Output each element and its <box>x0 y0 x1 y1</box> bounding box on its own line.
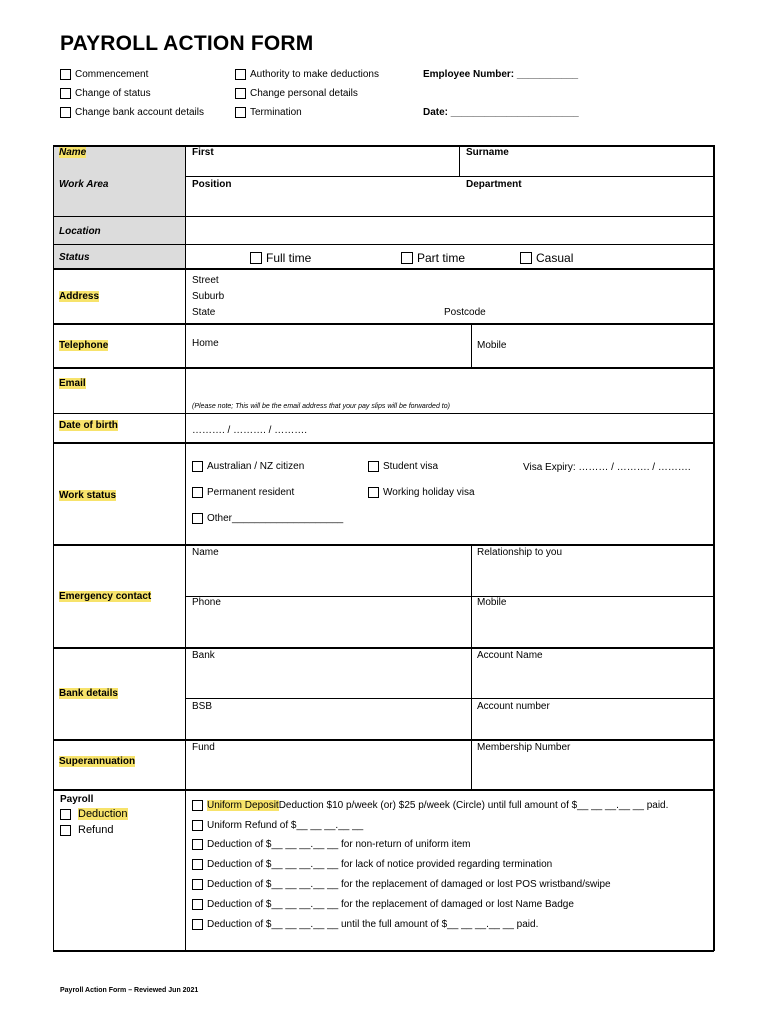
row-divider <box>53 268 714 270</box>
checkbox[interactable] <box>192 879 203 890</box>
position-field[interactable]: Position <box>192 179 232 190</box>
status-label: Status <box>59 252 90 263</box>
cell-divider <box>471 323 472 367</box>
work-area-label: Work Area <box>59 179 109 190</box>
location-field[interactable] <box>190 219 710 241</box>
line-text: Deduction of $__ __ __.__ __ for lack of notice provided regarding termination <box>207 859 553 870</box>
emergency-label <box>59 591 151 602</box>
checkbox[interactable] <box>235 88 246 99</box>
row-divider <box>53 323 714 325</box>
option-label: Working holiday visa <box>383 487 475 498</box>
option-label: Student visa <box>383 461 439 472</box>
checkbox[interactable] <box>60 88 71 99</box>
part-time-option[interactable] <box>401 251 465 265</box>
checkbox[interactable] <box>192 461 203 472</box>
checkbox[interactable] <box>60 107 71 118</box>
label-text: Name <box>59 147 87 158</box>
uniform-refund-line[interactable] <box>192 820 363 831</box>
commencement-option[interactable] <box>60 69 148 80</box>
cell-divider <box>471 739 472 789</box>
label-text: Date of birth <box>59 420 118 431</box>
option-label: Other____________________ <box>207 513 344 524</box>
termination-option[interactable] <box>235 107 302 118</box>
name-label <box>59 147 86 158</box>
highlight-text: Uniform Deposit <box>207 800 279 811</box>
employee-number-blank[interactable]: ___________ <box>516 69 579 80</box>
emergency-name-field[interactable]: Name <box>192 547 219 558</box>
line-text: Uniform Refund of $__ __ __.__ __ <box>207 820 364 831</box>
account-name-field[interactable]: Account Name <box>477 650 543 661</box>
visa-expiry-field[interactable]: Visa Expiry: ……… / ………. / ………. <box>523 462 691 473</box>
uniform-deposit-line[interactable] <box>192 800 668 811</box>
department-field[interactable]: Department <box>466 179 522 190</box>
authority-deductions-option[interactable] <box>235 69 379 80</box>
checkbox[interactable] <box>60 825 71 836</box>
option-label: Commencement <box>75 69 149 80</box>
email-note: (Please note; This will be the email address that your pay slips will be forwarded to) <box>192 403 450 410</box>
mobile-field[interactable]: Mobile <box>477 340 507 351</box>
option-label: Authority to make deductions <box>250 69 379 80</box>
line-text: Deduction of $__ __ __.__ __ until the full amount of $__ __ __.__ __ paid. <box>207 919 539 930</box>
email-field[interactable] <box>190 370 710 398</box>
bank-label <box>59 688 118 699</box>
employee-number-label: Employee Number: <box>423 69 515 80</box>
full-time-option[interactable] <box>250 251 311 265</box>
bank-field[interactable]: Bank <box>192 650 215 661</box>
checkbox[interactable] <box>235 107 246 118</box>
change-personal-option[interactable] <box>235 88 358 99</box>
row-divider <box>53 647 714 649</box>
checkbox[interactable] <box>192 899 203 910</box>
option-label: Change personal details <box>250 88 358 99</box>
label-text: Email <box>59 378 86 389</box>
option-label: Termination <box>250 107 302 118</box>
payroll-label: Payroll <box>60 794 94 805</box>
option-label: Deduction <box>78 808 128 820</box>
row-divider <box>53 442 714 444</box>
label-text: Telephone <box>59 340 109 351</box>
table-border <box>53 145 54 951</box>
line-text: Deduction of $__ __ __.__ __ for the replacement of damaged or lost Name Badge <box>207 899 574 910</box>
checkbox[interactable] <box>60 69 71 80</box>
bsb-field[interactable]: BSB <box>192 701 213 712</box>
date-blank[interactable]: _______________________ <box>450 107 579 118</box>
dob-label <box>59 420 118 431</box>
row-divider <box>53 367 714 369</box>
checkbox[interactable] <box>192 859 203 870</box>
working-holiday-option[interactable] <box>368 487 475 498</box>
surname-field[interactable]: Surname <box>466 147 509 158</box>
permanent-resident-option[interactable] <box>192 487 294 498</box>
row-divider <box>53 244 714 245</box>
relationship-field[interactable]: Relationship to you <box>477 547 563 558</box>
citizen-option[interactable] <box>192 461 304 472</box>
change-of-status-option[interactable] <box>60 88 151 99</box>
location-label: Location <box>59 226 101 237</box>
street-field[interactable]: Street <box>192 275 219 286</box>
deduction-option[interactable] <box>60 808 128 820</box>
option-label: Refund <box>78 824 114 836</box>
option-label: Australian / NZ citizen <box>207 461 305 472</box>
label-text: Emergency contact <box>59 591 152 602</box>
wristband-line[interactable] <box>192 879 611 890</box>
non-return-line[interactable] <box>192 839 471 850</box>
option-label: Full time <box>266 251 312 265</box>
footer-text: Payroll Action Form – Reviewed Jun 2021 <box>60 987 199 994</box>
checkbox[interactable] <box>368 487 379 498</box>
membership-field[interactable]: Membership Number <box>477 742 571 753</box>
cell-divider <box>459 145 460 177</box>
row-divider <box>53 413 714 414</box>
page-title: PAYROLL ACTION FORM <box>60 32 314 55</box>
state-field[interactable]: State <box>192 307 216 318</box>
super-label <box>59 756 135 767</box>
refund-option[interactable] <box>60 824 113 836</box>
label-text: Work status <box>59 490 117 501</box>
table-border <box>713 145 715 951</box>
row-divider <box>53 216 714 217</box>
option-label: Part time <box>417 251 466 265</box>
date-field[interactable] <box>423 107 579 118</box>
notice-line[interactable] <box>192 859 552 870</box>
student-visa-option[interactable] <box>368 461 438 472</box>
option-label: Change bank account details <box>75 107 204 118</box>
dob-field[interactable]: ………. / ………. / ………. <box>192 425 308 436</box>
label-column-divider <box>185 145 186 951</box>
row-divider <box>53 789 714 791</box>
checkbox[interactable] <box>192 919 203 930</box>
checkbox[interactable] <box>401 252 413 264</box>
option-label: Change of status <box>75 88 151 99</box>
row-divider <box>185 596 714 597</box>
casual-option[interactable] <box>520 251 573 265</box>
checkbox[interactable] <box>192 820 203 831</box>
checkbox[interactable] <box>520 252 532 264</box>
checkbox[interactable] <box>368 461 379 472</box>
employee-number-field[interactable] <box>423 69 578 80</box>
row-divider <box>185 176 714 177</box>
email-label <box>59 378 86 389</box>
postcode-field[interactable]: Postcode <box>444 307 486 318</box>
home-phone-field[interactable]: Home <box>192 338 219 349</box>
emergency-phone-field[interactable]: Phone <box>192 597 221 608</box>
row-divider <box>53 739 714 741</box>
label-text: Bank details <box>59 688 118 699</box>
checkbox[interactable] <box>250 252 262 264</box>
checkbox[interactable] <box>60 809 71 820</box>
checkbox[interactable] <box>235 69 246 80</box>
label-text: Superannuation <box>59 756 136 767</box>
checkbox[interactable] <box>192 487 203 498</box>
checkbox[interactable] <box>192 513 203 524</box>
table-border <box>53 950 714 952</box>
line-text: Deduction $10 p/week (or) $25 p/week (Circle) until full amount of $__ __ __.__ __ paid. <box>278 800 669 811</box>
address-label <box>59 291 99 302</box>
account-number-field[interactable]: Account number <box>477 701 550 712</box>
line-text: Deduction of $__ __ __.__ __ for the replacement of damaged or lost POS wristband/swipe <box>207 879 611 890</box>
first-name-field[interactable]: First <box>192 147 214 158</box>
cell-divider <box>471 544 472 739</box>
table-border <box>53 145 714 147</box>
option-label: Permanent resident <box>207 487 295 498</box>
full-amount-line[interactable] <box>192 919 538 930</box>
suburb-field[interactable]: Suburb <box>192 291 225 302</box>
date-label: Date: <box>423 107 449 118</box>
name-badge-line[interactable] <box>192 899 574 910</box>
change-bank-option[interactable] <box>60 107 204 118</box>
telephone-label <box>59 340 108 351</box>
option-label: Casual <box>536 251 574 265</box>
work-status-label <box>59 490 116 501</box>
label-text: Address <box>59 291 100 302</box>
checkbox[interactable] <box>192 839 203 850</box>
row-divider <box>185 698 714 699</box>
fund-field[interactable]: Fund <box>192 742 215 753</box>
line-text: Deduction of $__ __ __.__ __ for non-return of uniform item <box>207 839 471 850</box>
emergency-mobile-field[interactable]: Mobile <box>477 597 507 608</box>
other-option[interactable] <box>192 513 343 524</box>
checkbox[interactable] <box>192 800 203 811</box>
row-divider <box>53 544 714 546</box>
